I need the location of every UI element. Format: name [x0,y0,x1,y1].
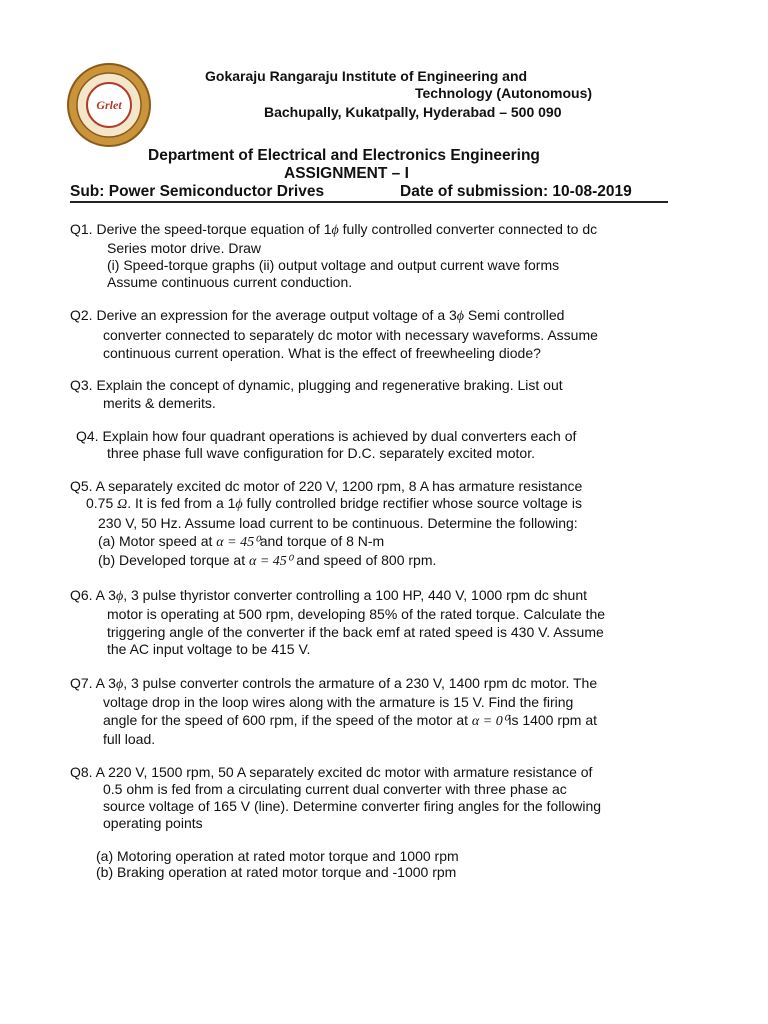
question-5-part-a: (a) Motor speed at α = 45⁰and torque of 8 N-m [98,533,385,550]
question-3: Q3. Explain the concept of dynamic, plugging and regenerative braking. List out [70,377,563,393]
question-7-line2: voltage drop in the loop wires along with the armature is 15 V. Find the firing [103,694,574,710]
phi-symbol: ϕ [115,677,124,692]
question-4-line2: three phase full wave configuration for D.C. separately excited motor. [107,445,535,461]
alpha-0: α = 0⁰ [471,714,509,729]
question-2: Q2. Derive an expression for the average output voltage of a 3ϕ Semi controlled [70,307,565,324]
question-6-line4: the AC input voltage to be 415 V. [107,641,311,657]
phi-symbol: ϕ [115,589,124,604]
question-1-line3: (i) Speed-torque graphs (ii) output voltage and output current wave forms [107,257,560,273]
question-2-line3: continuous current operation. What is the effect of freewheeling diode? [103,345,541,361]
question-1: Q1. Derive the speed-torque equation of 1ϕ fully controlled converter connected to dc [70,221,598,238]
institute-name-line2: Technology (Autonomous) [415,85,593,101]
phi-symbol: ϕ [331,223,339,238]
question-5-part-b: (b) Developed torque at α = 45⁰ and speed of 800 rpm. [98,552,437,569]
question-8: Q8. A 220 V, 1500 rpm, 50 A separately excited dc motor with armature resistance of [70,764,593,780]
question-7-line4: full load. [103,731,156,747]
question-1-line2: Series motor drive. Draw [107,240,262,256]
question-8-part-a: (a) Motoring operation at rated motor torque and 1000 rpm [96,848,459,864]
assignment-title: ASSIGNMENT – I [284,165,409,182]
institute-address: Bachupally, Kukatpally, Hyderabad – 500 090 [264,104,562,120]
question-2-line2: converter connected to separately dc motor with necessary waveforms. Assume [103,327,598,343]
omega-symbol: Ω [117,497,128,512]
question-4: Q4. Explain how four quadrant operations is achieved by dual converters each of [76,428,577,444]
question-7: Q7. A 3ϕ, 3 pulse converter controls the armature of a 230 V, 1400 rpm dc motor. The [70,675,598,692]
alpha-45: α = 45⁰ [248,554,293,569]
question-6-line2: motor is operating at 500 rpm, developing 85% of the rated torque. Calculate the [107,606,606,622]
question-8-line4: operating points [103,815,203,831]
phi-symbol: ϕ [456,309,465,324]
logo-text: Grlet [96,98,122,112]
question-1-line4: Assume continuous current conduction. [107,274,353,290]
question-8-part-b: (b) Braking operation at rated motor torque and -1000 rpm [96,864,457,880]
question-6: Q6. A 3ϕ, 3 pulse thyristor converter controlling a 100 HP, 440 V, 1000 rpm dc shunt [70,587,588,604]
submission-date: Date of submission: 10-08-2019 [400,183,632,200]
question-8-line3: source voltage of 165 V (line). Determine converter firing angles for the following [103,798,602,814]
question-6-line3: triggering angle of the converter if the back emf at rated speed is 430 V. Assume [107,624,604,640]
question-5: Q5. A separately excited dc motor of 220 V, 1200 rpm, 8 A has armature resistance [70,478,583,494]
question-5-line3: 230 V, 50 Hz. Assume load current to be continuous. Determine the following: [98,515,578,531]
question-7-line3: angle for the speed of 600 rpm, if the speed of the motor at α = 0⁰is 1400 rpm at [103,712,598,729]
phi-symbol: ϕ [235,497,243,512]
department-title: Department of Electrical and Electronics Engineering [148,147,540,164]
college-logo [66,62,152,148]
question-5-line2: 0.75 Ω. It is fed from a 1ϕ fully controlled bridge rectifier whose source voltage is [86,495,582,512]
alpha-45: α = 45⁰ [216,535,260,550]
institute-name-line1: Gokaraju Rangaraju Institute of Engineering and [205,68,528,84]
question-3-line2: merits & demerits. [103,395,216,411]
header-divider [70,201,668,203]
subject-line: Sub: Power Semiconductor Drives [70,183,325,200]
question-8-line2: 0.5 ohm is fed from a circulating current dual converter with three phase ac [103,781,567,797]
